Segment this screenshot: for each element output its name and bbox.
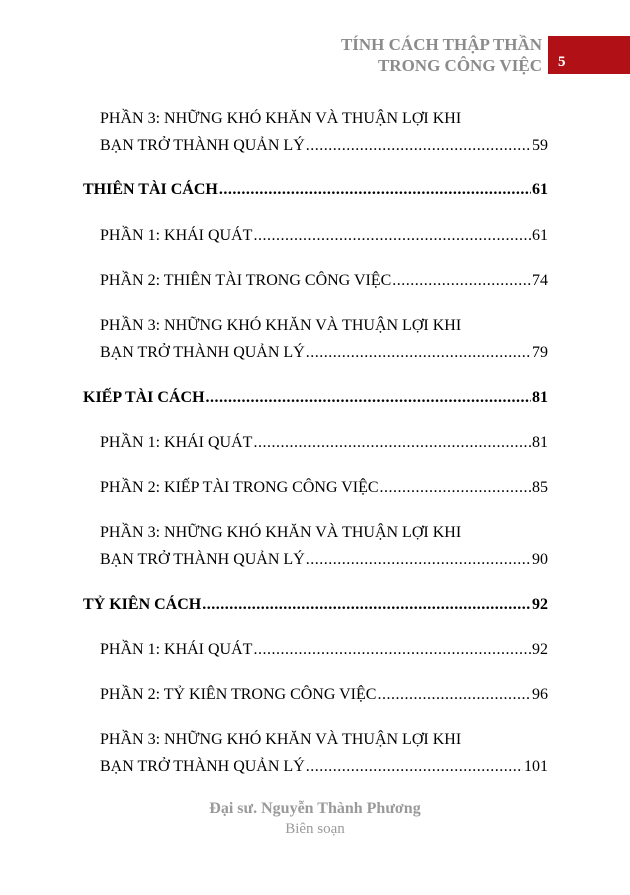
toc-entry-title: PHẦN 1: KHÁI QUÁT [100, 641, 253, 658]
toc-section[interactable] [83, 181, 548, 199]
toc-entry[interactable] [100, 479, 548, 497]
toc-section-title: KIẾP TÀI CÁCH [83, 389, 205, 406]
toc-section-title: THIÊN TÀI CÁCH [83, 181, 218, 198]
toc-leader-dots [202, 596, 531, 614]
toc-leader-dots [206, 389, 531, 407]
toc-page-number: 101 [524, 758, 548, 775]
toc-page-number: 61 [532, 181, 548, 198]
toc-entry-title: PHẦN 2: THIÊN TÀI TRONG CÔNG VIỆC [100, 272, 392, 289]
toc-section[interactable] [83, 389, 548, 407]
toc-entry-title: PHẦN 1: KHÁI QUÁT [100, 434, 253, 451]
toc-entry-line1[interactable]: PHẦN 3: NHỮNG KHÓ KHĂN VÀ THUẬN LỢI KHI [100, 524, 462, 541]
toc-entry[interactable] [100, 272, 548, 290]
toc-page-number: 79 [532, 344, 548, 361]
toc-page-number: 81 [532, 434, 548, 451]
toc-leader-dots [253, 434, 531, 452]
toc-entry-title: PHẦN 1: KHÁI QUÁT [100, 227, 253, 244]
toc-page-number: 85 [532, 479, 548, 496]
toc-leader-dots [380, 479, 531, 497]
toc-section[interactable] [83, 596, 548, 614]
toc-entry[interactable] [100, 344, 548, 362]
toc-entry-title: BẠN TRỞ THÀNH QUẢN LÝ [100, 551, 305, 568]
toc-page-number: 74 [532, 272, 548, 289]
toc-page-number: 59 [532, 137, 548, 154]
toc-entry-title: BẠN TRỞ THÀNH QUẢN LÝ [100, 344, 305, 361]
toc-entry-title: BẠN TRỞ THÀNH QUẢN LÝ [100, 137, 305, 154]
toc-leader-dots [306, 137, 531, 155]
toc-entry[interactable] [100, 434, 548, 452]
toc-entry[interactable] [100, 227, 548, 245]
toc-entry[interactable] [100, 137, 548, 155]
footer-role: Biên soạn [285, 821, 345, 837]
toc-entry-line1[interactable]: PHẦN 3: NHỮNG KHÓ KHĂN VÀ THUẬN LỢI KHI [100, 731, 462, 748]
running-header [341, 34, 542, 76]
toc-page-number: 96 [532, 686, 548, 703]
toc-entry-title: PHẦN 2: TỶ KIÊN TRONG CÔNG VIỆC [100, 686, 377, 703]
toc-page-number: 92 [532, 596, 548, 613]
toc-leader-dots [306, 758, 523, 776]
toc-entry-title: PHẦN 2: KIẾP TÀI TRONG CÔNG VIỆC [100, 479, 379, 496]
toc-leader-dots [253, 227, 531, 245]
toc-entry[interactable] [100, 551, 548, 569]
toc-page-number: 92 [532, 641, 548, 658]
footer-author: Đại sư. Nguyễn Thành Phương [209, 800, 421, 817]
toc-leader-dots [377, 686, 531, 704]
toc-page-number: 90 [532, 551, 548, 568]
toc-entry-line1[interactable]: PHẦN 3: NHỮNG KHÓ KHĂN VÀ THUẬN LỢI KHI [100, 110, 462, 127]
header-title-line2: TRONG CÔNG VIỆC [377, 56, 542, 75]
toc-entry[interactable] [100, 758, 548, 776]
toc-entry-title: BẠN TRỞ THÀNH QUẢN LÝ [100, 758, 305, 775]
toc-leader-dots [219, 181, 531, 199]
toc-page-number: 61 [532, 227, 548, 244]
toc-entry[interactable] [100, 641, 548, 659]
toc-entry[interactable] [100, 686, 548, 704]
header-title-line1: TÍNH CÁCH THẬP THẦN [340, 35, 542, 54]
toc-leader-dots [306, 551, 531, 569]
toc-section-title: TỶ KIÊN CÁCH [83, 596, 202, 613]
page-number-badge: 5 [548, 36, 630, 74]
toc-entry-line1[interactable]: PHẦN 3: NHỮNG KHÓ KHĂN VÀ THUẬN LỢI KHI [100, 317, 462, 334]
toc-leader-dots [253, 641, 531, 659]
toc-leader-dots [306, 344, 531, 362]
toc-page-number: 81 [532, 389, 548, 406]
toc-leader-dots [392, 272, 531, 290]
